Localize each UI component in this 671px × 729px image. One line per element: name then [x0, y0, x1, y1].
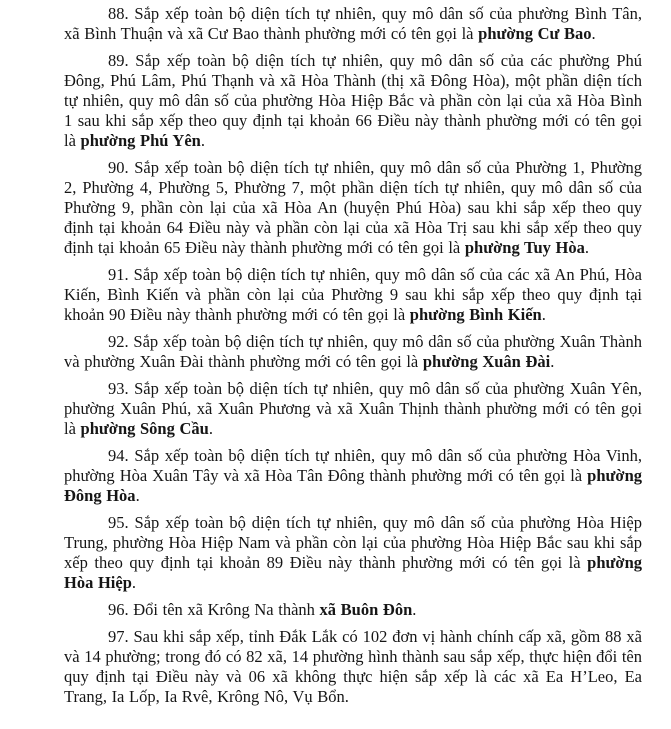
new-unit-name: phường Phú Yên	[80, 131, 201, 150]
paragraph-text: 93. Sắp xếp toàn bộ diện tích tự nhiên, quy mô dân số của phường Xuân Yên, phường Xuân Phú, xã Xuân Phương và xã Xuân Thịnh thành phường mới có tên gọi là	[64, 379, 642, 438]
paragraph-92	[64, 332, 642, 372]
paragraph-text: 89. Sắp xếp toàn bộ diện tích tự nhiên, quy mô dân số của các phường Phú Đông, Phú Lâm, Phú Thạnh và xã Hòa Thành (thị xã Đông Hòa), một phần diện tích tự nhiên, quy mô dân số của phường Hòa Hiệp Bắc và phần còn lại của xã Hòa Bình 1 sau khi sắp xếp theo quy định tại khoản 66 Điều này thành phường mới có tên gọi là	[64, 51, 642, 150]
paragraph-91	[64, 265, 642, 325]
paragraph-period: .	[541, 305, 546, 324]
paragraph-period: .	[591, 24, 596, 43]
new-unit-name: phường Xuân Đài	[422, 352, 551, 371]
paragraph-94	[64, 446, 642, 506]
paragraph-text: 97. Sau khi sắp xếp, tỉnh Đắk Lắk có 102 đơn vị hành chính cấp xã, gồm 88 xã và 14 phường; trong đó có 82 xã, 14 phường hình thành sau sắp xếp, thực hiện đổi tên quy định tại Điều này và 06 xã không thực hiện sắp xếp là các xã Ea H’Leo, Ea Trang, Ia Lốp, Ia Rvê, Krông Nô, Vụ Bổn.	[64, 627, 642, 706]
paragraph-text: 91. Sắp xếp toàn bộ diện tích tự nhiên, quy mô dân số của các xã An Phú, Hòa Kiến, Bình Kiến và phần còn lại của Phường 9 sau khi sắp xếp theo quy định tại khoản 90 Điều này thành phường mới có tên gọi là	[64, 265, 642, 324]
paragraph-89	[64, 51, 642, 151]
paragraph-period: .	[584, 238, 590, 257]
paragraph-88	[64, 4, 642, 44]
paragraph-period: .	[200, 131, 205, 150]
paragraph-text: 96. Đổi tên xã Krông Na thành	[108, 600, 320, 619]
paragraph-period: .	[412, 600, 417, 619]
new-unit-name: phường Đông Hòa	[64, 466, 642, 505]
paragraph-text: 90. Sắp xếp toàn bộ diện tích tự nhiên, quy mô dân số của Phường 1, Phường 2, Phường 4, Phường 5, Phường 7, một phần diện tích tự nhiên, quy mô dân số của Phường 9, phần còn lại của xã Hòa An (huyện Phú Hòa) sau khi sắp xếp theo quy định tại khoản 64 Điều này và phần còn lại của xã Hòa Trị sau khi sắp xếp theo quy định tại khoản 65 Điều này thành phường mới có tên gọi là	[64, 158, 642, 257]
paragraph-97	[64, 627, 642, 707]
paragraph-text: 94. Sắp xếp toàn bộ diện tích tự nhiên, quy mô dân số của phường Hòa Vinh, phường Hòa Xuân Tây và xã Hòa Tân Đông thành phường mới có tên gọi là	[64, 446, 642, 485]
paragraph-93	[64, 379, 642, 439]
new-unit-name: phường Hòa Hiệp	[64, 553, 642, 592]
paragraph-period: .	[131, 573, 137, 592]
paragraph-text: 95. Sắp xếp toàn bộ diện tích tự nhiên, quy mô dân số của phường Hòa Hiệp Trung, phường Hòa Hiệp Nam và phần còn lại của phường Hòa Hiệp Bắc sau khi sắp xếp theo quy định tại khoản 89 Điều này thành phường mới có tên gọi là	[64, 513, 642, 572]
paragraph-text: 92. Sắp xếp toàn bộ diện tích tự nhiên, quy mô dân số của phường Xuân Thành và phường Xuân Đài thành phường mới có tên gọi là	[64, 332, 642, 371]
paragraph-95	[64, 513, 642, 593]
new-unit-name: phường Sông Cầu	[80, 419, 209, 438]
paragraph-text: 88. Sắp xếp toàn bộ diện tích tự nhiên, quy mô dân số của phường Bình Tân, xã Bình Thuận và xã Cư Bao thành phường mới có tên gọi là	[64, 4, 642, 43]
new-unit-name: xã Buôn Đôn	[319, 600, 413, 619]
new-unit-name: phường Tuy Hòa	[464, 238, 585, 257]
paragraph-period: .	[135, 486, 140, 505]
new-unit-name: phường Cư Bao	[478, 24, 592, 43]
paragraph-period: .	[208, 419, 213, 438]
paragraph-90	[64, 158, 642, 258]
paragraph-96	[64, 600, 642, 620]
new-unit-name: phường Bình Kiến	[409, 305, 542, 324]
paragraph-period: .	[550, 352, 555, 371]
